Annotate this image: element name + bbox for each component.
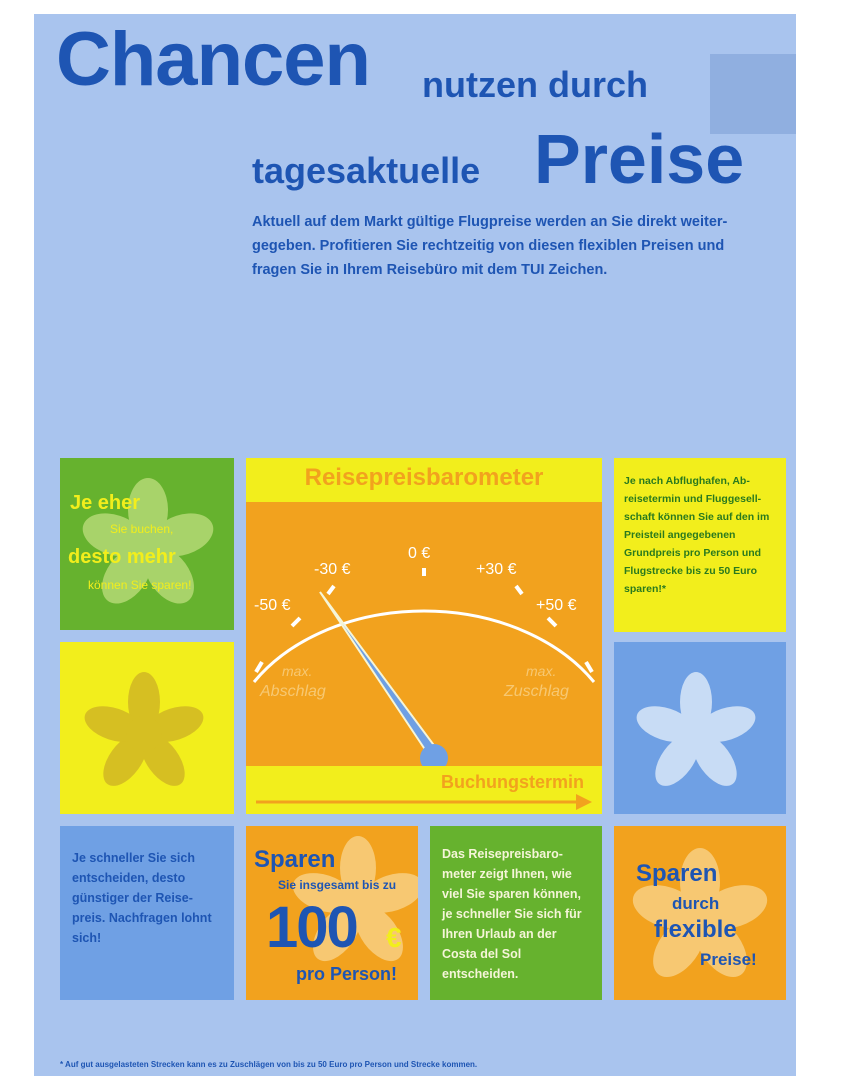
tile-barometer-info xyxy=(430,826,602,1000)
intro-text: Aktuell auf dem Markt gültige Flugpreise werden an Sie direkt weiter-gegeben. Profitieren Sie rechtzeitig von diesen flexiblen Preisen und fragen Sie in Ihrem Reisebüro mit dem TUI Zeichen. xyxy=(252,214,728,278)
gauge-tick xyxy=(292,618,300,626)
barometer-info-text: Das Reisepreisbaro-meter zeigt Ihnen, wie viel Sie sparen können, je schneller Sie sich für Ihren Urlaub an der Costa del Sol entscheiden. xyxy=(442,847,582,981)
barometer-footer xyxy=(246,766,602,814)
early-line1: Je eher xyxy=(70,492,141,514)
gauge-tick xyxy=(548,618,556,626)
savings-info-text: Je nach Abflughafen, Ab-reisetermin und Fluggesell-schaft können Sie auf den im Preisteil angegebenen Grundpreis pro Person und Flugstrecke bis zu 50 Euro sparen!* xyxy=(624,475,770,595)
scale-plus-30: +30 € xyxy=(476,561,517,578)
barometer-title: Reisepreisbarometer xyxy=(304,464,544,491)
headline-line2: tagesaktuelle xyxy=(252,150,481,191)
scale-plus-50: +50 € xyxy=(536,597,577,614)
gauge-tick xyxy=(586,662,592,672)
tile-blue-asterisk xyxy=(614,642,786,814)
tile-save-100 xyxy=(246,826,418,1000)
footnote: * Auf gut ausgelasteten Strecken kann es zu Zuschlägen von bis zu 50 Euro pro Person und Strecke kommen. xyxy=(60,1060,478,1069)
scale-minus-30: -30 € xyxy=(314,561,351,578)
arrow-right-icon xyxy=(254,792,594,812)
decide-faster-text: Je schneller Sie sich entscheiden, desto günstiger der Reise-preis. Nachfragen lohnt sich! xyxy=(72,851,212,945)
asterisk-icon xyxy=(614,642,786,814)
save-title: Sparen xyxy=(254,846,336,873)
tile-yellow-asterisk xyxy=(60,642,234,814)
label-abschlag: Abschlag xyxy=(260,683,326,700)
tile-flexible-prices xyxy=(614,826,786,1000)
headline-emphasis: Preise xyxy=(534,120,745,198)
scale-minus-50: -50 € xyxy=(254,597,291,614)
barometer xyxy=(246,458,602,814)
flexible-line3: flexible xyxy=(654,916,737,943)
booking-date-label: Buchungstermin xyxy=(440,772,584,792)
label-max-left: max. xyxy=(282,663,313,679)
gauge-tick xyxy=(516,586,522,594)
early-line3: desto mehr xyxy=(68,546,176,568)
asterisk-icon xyxy=(60,642,234,814)
save-currency: € xyxy=(386,922,402,953)
label-max-right: max. xyxy=(526,663,557,679)
tile-decide-faster xyxy=(60,826,234,1000)
tile-savings-info xyxy=(614,458,786,632)
early-line4: können Sie sparen! xyxy=(88,578,192,592)
tile-early-booking xyxy=(60,458,234,630)
label-zuschlag: Zuschlag xyxy=(504,683,569,700)
flexible-line4: Preise! xyxy=(700,950,757,969)
early-line2: Sie buchen, xyxy=(110,522,174,536)
flyer-page xyxy=(34,14,796,1076)
headline-line1: nutzen durch xyxy=(422,64,648,105)
save-per-person: pro Person! xyxy=(296,964,398,984)
barometer-gauge xyxy=(246,502,602,766)
asterisk-icon xyxy=(60,458,234,630)
gauge-tick xyxy=(328,586,334,594)
save-subtitle: Sie insgesamt bis zu xyxy=(278,878,397,892)
headline-main: Chancen xyxy=(56,17,370,102)
flexible-line2: durch xyxy=(672,894,720,913)
save-amount: 100 xyxy=(266,895,357,960)
scale-zero: 0 € xyxy=(408,545,431,562)
gauge-tick xyxy=(256,662,262,672)
flexible-line1: Sparen xyxy=(636,860,718,887)
